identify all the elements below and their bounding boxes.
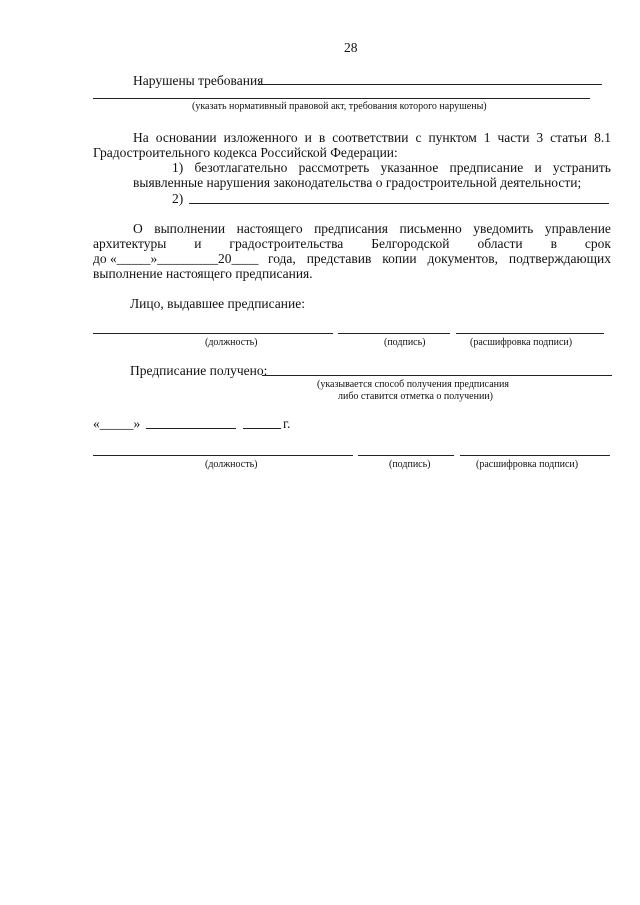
word: На xyxy=(133,130,149,145)
word: 8.1 xyxy=(594,130,611,145)
basis-line-1 xyxy=(133,130,611,146)
word: и xyxy=(194,236,202,251)
basis-line-2: Градостроительного кодекса Российской Федерации: xyxy=(93,145,398,160)
word: 3 xyxy=(536,130,544,145)
issuer-name-line xyxy=(456,333,604,334)
notify-line-1 xyxy=(133,221,611,237)
issuer-label: Лицо, выдавшее предписание: xyxy=(130,296,305,311)
issuer-signature-line xyxy=(338,333,450,334)
recipient-caption-name: (расшифровка подписи) xyxy=(476,459,579,470)
issuer-position-line xyxy=(93,333,333,334)
word: О xyxy=(133,221,143,236)
word: 1) xyxy=(172,160,184,175)
word: устранить xyxy=(552,160,611,175)
word: уведомить xyxy=(473,221,534,236)
word: выполнении xyxy=(154,221,226,236)
word: в xyxy=(318,130,326,145)
word: предписание xyxy=(449,160,524,175)
notify-line-2 xyxy=(93,236,611,252)
word: в xyxy=(550,236,557,251)
recipient-caption-signature: (подпись) xyxy=(389,459,431,470)
word: представив xyxy=(306,251,372,266)
word: архитектуры xyxy=(93,236,167,251)
violated-fill-line xyxy=(258,84,602,85)
received-label: Предписание получено: xyxy=(130,363,268,378)
word: и xyxy=(304,130,312,145)
basis-item-2-number: 2) xyxy=(172,191,184,206)
violated-label: Нарушены требования xyxy=(133,73,264,88)
word: письменно xyxy=(399,221,462,236)
word: соответствии xyxy=(332,130,409,145)
word: настоящего xyxy=(236,221,303,236)
issuer-caption-signature: (подпись) xyxy=(384,337,426,348)
recipient-name-line xyxy=(460,455,610,456)
word: с xyxy=(415,130,422,145)
date-year-line xyxy=(243,428,281,429)
word: основании xyxy=(155,130,217,145)
notify-line-4: выполнение настоящего предписания. xyxy=(93,266,313,281)
violated-caption: (указать нормативный правовой акт, требования которого нарушены) xyxy=(192,101,487,112)
basis-item-1-cont: выявленные нарушения законодательства о градостроительной деятельности; xyxy=(133,175,582,190)
date-year-suffix: г. xyxy=(283,416,291,431)
date-day: «_____» xyxy=(93,416,141,431)
recipient-position-line xyxy=(93,455,353,456)
word: изложенного xyxy=(223,130,298,145)
word: пунктом xyxy=(428,130,477,145)
received-caption-2: либо ставится отметка о получении) xyxy=(338,391,493,402)
word: копии xyxy=(382,251,417,266)
received-caption-1: (указывается способ получения предписания xyxy=(317,379,509,390)
word: года, xyxy=(268,251,296,266)
recipient-signature-line xyxy=(358,455,454,456)
word: части xyxy=(497,130,530,145)
word: области xyxy=(477,236,523,251)
word: Белгородской xyxy=(371,236,450,251)
word: и xyxy=(534,160,542,175)
word: предписания xyxy=(314,221,388,236)
word: рассмотреть xyxy=(298,160,370,175)
word: указанное xyxy=(380,160,439,175)
word: градостроительства xyxy=(229,236,344,251)
word: 1 xyxy=(483,130,491,145)
notify-deadline: до «_____»_________20____ xyxy=(93,251,259,266)
received-fill-line xyxy=(262,375,612,376)
notify-line-3 xyxy=(268,251,611,267)
word: подтверждающих xyxy=(508,251,611,266)
word: статьи xyxy=(550,130,588,145)
word: документов, xyxy=(427,251,499,266)
basis-item-2-line xyxy=(189,203,609,204)
issuer-caption-name: (расшифровка подписи) xyxy=(470,337,573,348)
basis-item-1 xyxy=(172,160,611,176)
word: управление xyxy=(544,221,611,236)
page-number: 28 xyxy=(344,40,358,55)
word: срок xyxy=(584,236,611,251)
recipient-caption-position: (должность) xyxy=(205,459,258,470)
word: безотлагательно xyxy=(194,160,288,175)
issuer-caption-position: (должность) xyxy=(205,337,258,348)
violated-fill-line-2 xyxy=(93,98,590,99)
date-month-line xyxy=(146,428,236,429)
